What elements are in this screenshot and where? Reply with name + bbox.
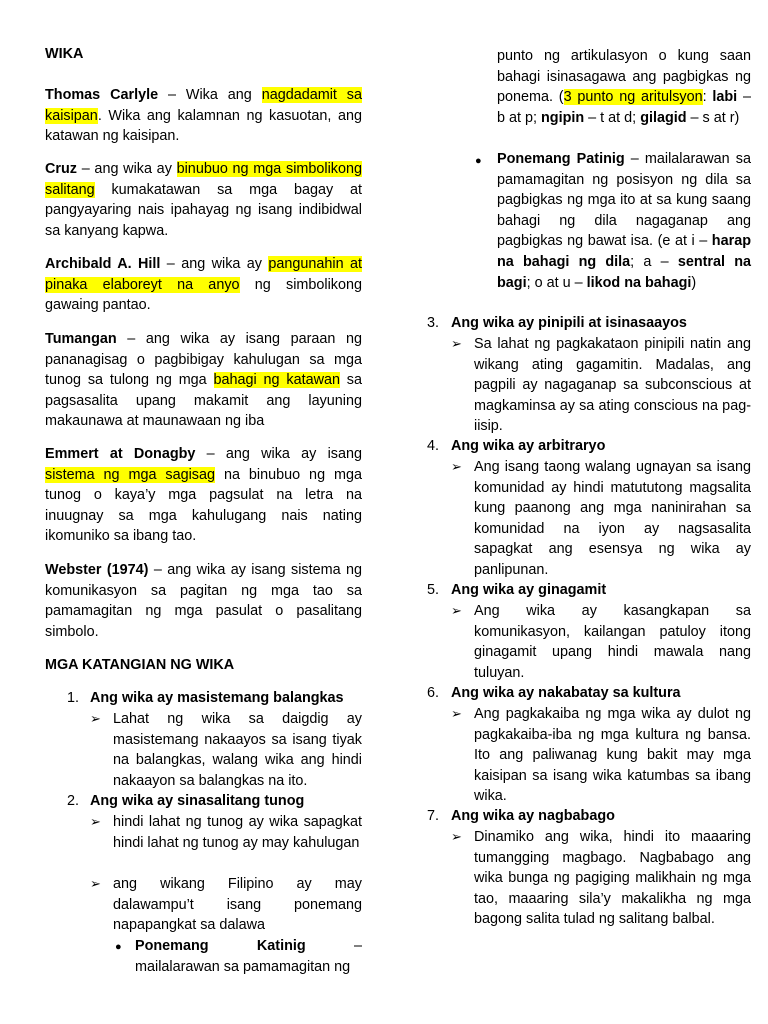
author-name: Archibald A. Hill <box>45 256 161 272</box>
list-heading: Ang wika ay pinipili at isinasaayos <box>451 315 687 331</box>
list-number: 1. <box>67 690 80 706</box>
definition-emmert: Emmert at Donagby – ang wika ay isang sistema ng mga sagisag na binubuo ng mga tunog o kaya’y mga pagsulat na letra na inuugnay sa mga kahulugang nais nating ikomuniko sa ibang tao. <box>45 446 363 545</box>
highlight: sistema ng mga sagisag <box>45 466 216 483</box>
list-item: Ang wika ay kasangkapan sa komunikasyon, kailangan patuloy itong ginagamit upang hindi mawala nang tuluyan. <box>474 603 751 681</box>
patinig-item: Ponemang Patinig – mailalarawan sa pamamagitan ng posisyon ng dila sa pagbigkas ng mga ito at sa kung saang bahagi ng dila nagaganap ang pagbigkas ng bawat isa. (e at i – harap na bahagi ng dila; a – sentral na bagi; o at u – likod na bahagi) <box>497 151 752 291</box>
arrow-bullet-icon: ➢ <box>451 829 462 844</box>
list-item: Ponemang Katinig – mailalarawan sa pamamagitan ng <box>135 938 362 975</box>
definition-webster: Webster (1974) – ang wika ay isang sistema ng komunikasyon sa pagitan ng mga tao sa pamamagitan ng mga pasulat o pasalitang simbolo. <box>45 562 362 640</box>
list-heading: Ang wika ay ginagamit <box>451 582 607 598</box>
list-number: 7. <box>427 808 440 824</box>
list-heading: Ang wika ay masistemang balangkas <box>90 690 344 706</box>
list-heading: Ang wika ay arbitraryo <box>451 438 606 454</box>
arrow-bullet-icon: ➢ <box>90 876 101 891</box>
highlight: binubuo ng mga simbolikong salitang <box>45 161 362 198</box>
highlight: 3 punto ng aritulsyon <box>563 89 703 106</box>
list-item: hindi lahat ng tunog ay wika sapagkat hindi lahat ng tunog ay may kahulugan <box>113 814 362 851</box>
author-name: Webster (1974) <box>45 562 149 578</box>
list-number: 3. <box>427 315 440 331</box>
author-name: Emmert at Donagby <box>45 446 196 462</box>
list-item: Ang pagkakaiba ng mga wika ay dulot ng pagkakaiba-iba ng mga kultura ng bansa. Ito ang paliwanag kung bakit may mga kaisipan sa isang wika katumbas sa ibang wika. <box>474 706 751 805</box>
highlight: pangunahin at pinaka elaboreyt na anyo <box>45 256 362 293</box>
list-heading: Ang wika ay nagbabago <box>451 808 615 824</box>
definition-cruz: Cruz – ang wika ay binubuo ng mga simbolikong salitang kumakatawan sa mga bagay at pangyayaring nais ipahayag ng isang indibidwal sa kanyang kapwa. <box>45 161 362 239</box>
list-item: Dinamiko ang wika, hindi ito maaaring tumangging magbago. Nagbabago ang wika bunga ng pagiging malikhain ng mga tao, maaaring sila’y makalikha ng mga bagong salita tulad ng salitang balbal. <box>474 829 751 928</box>
arrow-bullet-icon: ➢ <box>451 603 462 618</box>
author-name: Thomas Carlyle <box>45 87 159 103</box>
arrow-bullet-icon: ➢ <box>451 336 462 351</box>
arrow-bullet-icon: ➢ <box>451 459 462 474</box>
author-name: Tumangan <box>45 331 117 347</box>
list-number: 6. <box>427 685 440 701</box>
arrow-bullet-icon: ➢ <box>90 814 101 829</box>
list-item: Ang isang taong walang ugnayan sa isang komunidad ay hindi matututong magsalita kung paanong ang mga naninirahan sa komunidad na iyon ay nagsasalita sapagkat ang esensya ng wika ay panlipunan. <box>474 459 751 578</box>
section-title: MGA KATANGIAN NG WIKA <box>45 657 235 673</box>
definition-hill: Archibald A. Hill – ang wika ay pangunahin at pinaka elaboreyt na anyo ng simbolikong gawaing pantao. <box>45 256 362 314</box>
highlight: nagdadamit sa kaisipan <box>45 87 362 124</box>
list-heading: Ang wika ay nakabatay sa kultura <box>451 685 681 701</box>
arrow-bullet-icon: ➢ <box>90 711 101 726</box>
arrow-bullet-icon: ➢ <box>451 706 462 721</box>
list-heading: Ang wika ay sinasalitang tunog <box>90 793 305 809</box>
dot-bullet-icon: ● <box>475 155 482 167</box>
definition-carlyle: Thomas Carlyle – Wika ang nagdadamit sa kaisipan. Wika ang kalamnan ng kasuotan, ang katawan ng kaisipan. <box>45 87 362 145</box>
list-item: Lahat ng wika sa daigdig ay masistemang nakaayos sa isang tiyak na balangkas, walang wika ang hindi nakaayon sa balangkas na ito. <box>113 711 362 789</box>
author-name: Cruz <box>45 161 77 177</box>
katinig-continued: punto ng artikulasyon o kung saan bahagi isinasagawa ang pagbigkas ng ponema. (3 punto ng aritulsyon: labi – b at p; ngipin – t at d; gilagid – s at r) <box>497 48 751 126</box>
dot-bullet-icon: ● <box>115 941 122 953</box>
highlight: bahagi ng katawan <box>213 372 340 389</box>
doc-title: WIKA <box>45 46 84 62</box>
list-number: 5. <box>427 582 440 598</box>
definition-tumangan: Tumangan – ang wika ay isang paraan ng pananagisag o pagbibigay kahulugan sa mga tunog sa tulong ng mga bahagi ng katawan sa pagsasalita upang makamit ang layuning makaunawa at maunawaan ng iba <box>45 331 362 430</box>
list-number: 4. <box>427 438 440 454</box>
list-item: ang wikang Filipino ay may dalawampu’t isang ponemang napapangkat sa dalawa <box>113 876 362 934</box>
list-item: Sa lahat ng pagkakataon pinipili natin ang wikang ating gagamitin. Madalas, ang pagpili ay nagaganap sa subconscious at magkaminsa ay sa ating conscious na pag-iisip. <box>474 336 751 435</box>
list-number: 2. <box>67 793 80 809</box>
